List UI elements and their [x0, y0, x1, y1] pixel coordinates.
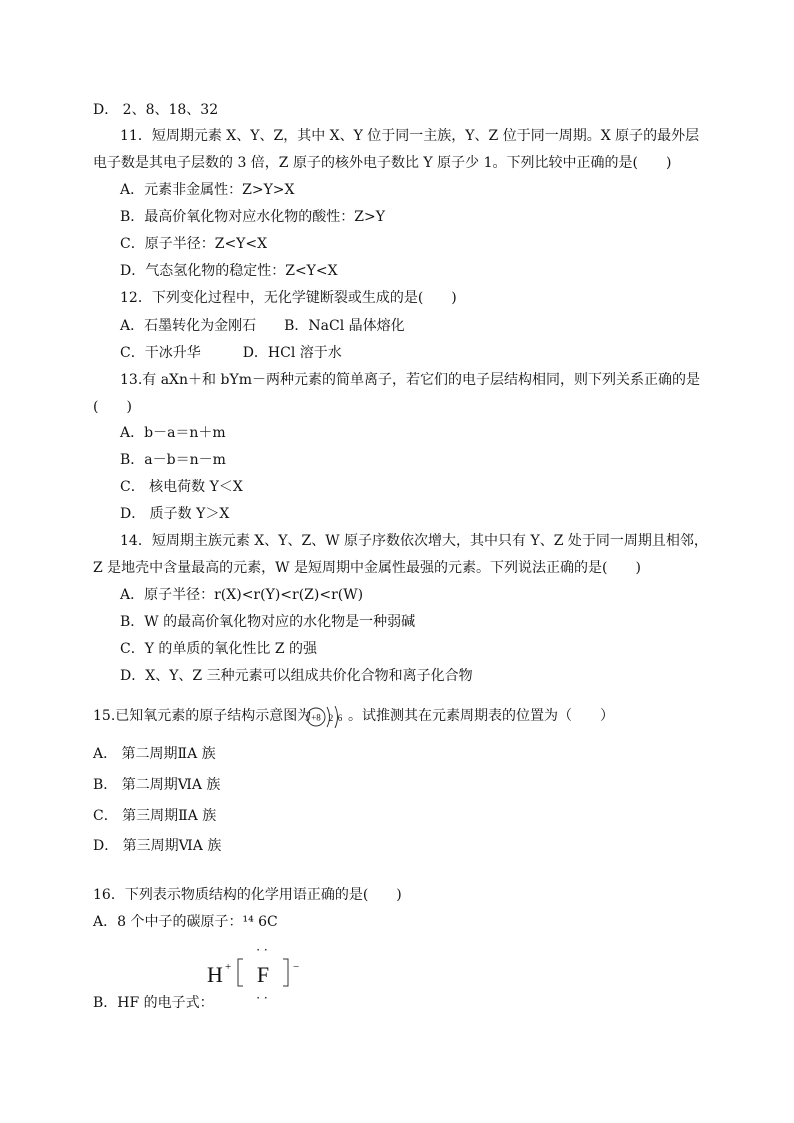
option-b-q13: B．a－b＝n－m: [120, 452, 226, 468]
question-11-line1: 11．短周期元素 X、Y、Z，其中 X、Y 位于同一主族，Y、Z 位于同一周期。X 原子的最外层: [120, 128, 700, 144]
option-b-q16: B．HF 的电子式：: [93, 995, 214, 1011]
hf-cation-charge: +: [225, 961, 232, 973]
hf-cation-symbol: H: [207, 962, 223, 987]
question-15-suffix: 。试推测其在元素周期表的位置为（ ）: [348, 708, 614, 724]
option-a-q16: A．8 个中子的碳原子：¹⁴ 6C: [93, 914, 278, 930]
hf-anion-symbol: F: [256, 962, 270, 987]
hf-electron-formula: [205, 944, 325, 1004]
atom-shell-1-count: 2: [328, 713, 334, 723]
option-c-q15: C． 第三周期ⅡA 族: [93, 808, 217, 824]
option-d-q11: D．气态氢化物的稳定性：Z<Y<X: [120, 263, 338, 279]
option-a-q14: A．原子半径：r(X)<r(Y)<r(Z)<r(W): [120, 587, 364, 603]
question-13-line1: 13.有 aXn＋和 bYm－两种元素的简单离子，若它们的电子层结构相同，则下列关系正确的是: [120, 372, 700, 388]
hf-dots-bottom: · ·: [256, 991, 268, 1004]
option-b-q11: B．最高价氧化物对应水化物的酸性：Z>Y: [120, 209, 385, 225]
option-c-q13: C． 核电荷数 Y＜X: [120, 479, 243, 495]
option-c-q14: C．Y 的单质的氧化性比 Z 的强: [120, 641, 318, 657]
option-d-q13: D． 质子数 Y＞X: [120, 506, 230, 522]
question-16: 16．下列表示物质结构的化学用语正确的是( ): [93, 887, 402, 903]
question-14-line2: Z 是地壳中含量最高的元素，W 是短周期中金属性最强的元素。下列说法正确的是( ): [93, 560, 641, 576]
atom-shell-2-count: 6: [337, 713, 343, 723]
question-11-line2: 电子数是其电子层数的 3 倍，Z 原子的核外电子数比 Y 原子少 1。下列比较中正确的是( ): [93, 155, 672, 171]
option-d-q10: D． 2、8、18、32: [93, 102, 219, 118]
oxygen-atom-structure-diagram: [303, 704, 347, 730]
option-a-q15: A． 第二周期ⅡA 族: [93, 746, 216, 762]
option-d-q15: D． 第三周期ⅥA 族: [93, 838, 222, 854]
option-c-q11: C．原子半径：Z<Y<X: [120, 236, 268, 252]
option-a-q11: A．元素非金属性：Z>Y>X: [120, 182, 295, 198]
hf-dots-top: · ·: [256, 944, 268, 957]
question-13-line2: ( ): [93, 399, 132, 415]
option-b-q15: B． 第二周期ⅥA 族: [93, 777, 221, 793]
atom-nucleus-charge: +8: [311, 712, 321, 723]
option-d-q14: D．X、Y、Z 三种元素可以组成共价化合物和离子化合物: [120, 668, 473, 684]
hf-anion-charge: −: [293, 961, 300, 973]
options-ab-q12: A．石墨转化为金刚石 B．NaCl 晶体熔化: [120, 318, 405, 334]
options-cd-q12: C．干冰升华 D．HCl 溶于水: [120, 345, 342, 361]
question-12: 12．下列变化过程中，无化学键断裂或生成的是( ): [120, 290, 457, 306]
option-b-q14: B．W 的最高价氧化物对应的水化物是一种弱碱: [120, 614, 416, 630]
option-a-q13: A．b－a＝n＋m: [120, 425, 226, 441]
question-14-line1: 14．短周期主族元素 X、Y、Z、W 原子序数依次增大，其中只有 Y、Z 处于同一周期且相邻，: [120, 533, 708, 549]
question-15-prefix: 15.已知氧元素的原子结构示意图为: [93, 708, 312, 724]
